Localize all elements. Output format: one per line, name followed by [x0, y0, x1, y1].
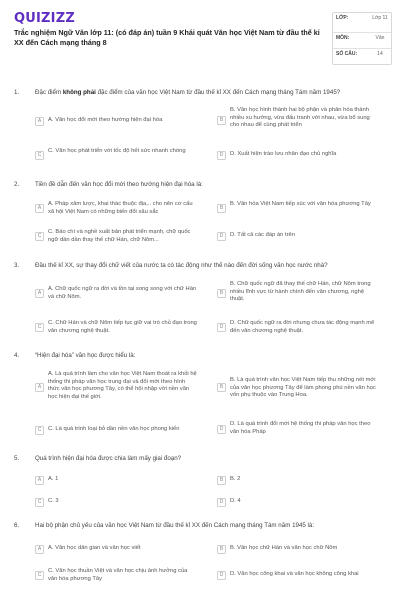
- option-letter-box[interactable]: D: [217, 232, 226, 241]
- info-row-question-count: [333, 49, 391, 64]
- option-text: B. Chữ quốc ngữ đã thay thế chữ Hán, chữ Nôm trong nhiều lĩnh vực từ hành chính đến văn chương, nghệ thuật.: [230, 281, 371, 303]
- question-number: 2.: [14, 181, 20, 188]
- answer-option-a[interactable]: [35, 371, 198, 401]
- worksheet-title: Trắc nghiệm Ngữ Văn lớp 11: (có đáp án) tuần 9 Khái quát Văn học Việt Nam từ đầu thế kỉ XX đến Cách mạng tháng 8: [14, 28, 320, 47]
- option-text: D. Văn học công khai và văn học không công khai: [230, 571, 359, 577]
- question-text: Đầu thế kỉ XX, sự thay đổi chữ viết của nước ta có tác động như thế nào đến đời sống văn học nước nhà?: [35, 262, 328, 269]
- answer-option-d[interactable]: [217, 320, 380, 335]
- info-value: Lớp 11: [372, 15, 388, 21]
- option-letter-box[interactable]: D: [217, 425, 226, 434]
- answer-option-d[interactable]: [217, 571, 380, 580]
- question-text-emphasis: không phải: [62, 89, 96, 96]
- option-letter-box[interactable]: B: [217, 289, 226, 298]
- option-text: B. Văn hóa Việt Nam tiếp xúc với văn hóa phương Tây: [230, 201, 371, 207]
- question-text-prefix: Đặc điểm: [35, 89, 63, 96]
- quizizz-logo: QUIZIZZ: [14, 11, 75, 26]
- option-letter-box[interactable]: A: [35, 476, 44, 485]
- option-letter-box[interactable]: C: [35, 571, 44, 580]
- option-letter-box[interactable]: A: [35, 289, 44, 298]
- option-text: A. Văn học dân gian và văn học viết: [48, 545, 141, 551]
- answer-option-b[interactable]: [217, 545, 380, 554]
- question-text-suffix: đặc điểm của văn học Việt Nam từ đầu thế kỉ XX đến Cách mạng tháng Tám năm 1945?: [95, 89, 341, 96]
- question-text: Tiền đề dẫn đến văn học đổi mới theo hướng hiện đại hóa là:: [35, 181, 203, 188]
- answer-option-a[interactable]: [35, 286, 198, 301]
- option-text: A. 1: [48, 476, 59, 482]
- option-text: B. Là quá trình văn học Việt Nam tiếp thu những nét mới của văn học phương Tây để làm phong phú nền văn học vốn phụ thuộc vào Trung Hoa.: [230, 377, 376, 399]
- answer-option-c[interactable]: [35, 498, 198, 507]
- option-text: D. Xuất hiện trào lưu nhân đạo chủ nghĩa: [230, 151, 337, 157]
- option-letter-box[interactable]: B: [217, 383, 226, 392]
- question-number: 3.: [14, 262, 20, 269]
- option-letter-box[interactable]: A: [35, 545, 44, 554]
- option-text: A. Pháp xâm lược, khai thác thuộc địa,.. cho nên cơ cấu xã hội Việt Nam có những biến đổi sâu sắc: [48, 201, 193, 215]
- option-text: A. Văn học đổi mới theo hướng hiện đại hóa: [48, 117, 163, 123]
- option-text: D. Là quá trình đổi mới hệ thống thi pháp văn học theo văn hóa Pháp: [230, 421, 371, 435]
- option-letter-box[interactable]: A: [35, 204, 44, 213]
- info-label: LỚP:: [336, 15, 349, 21]
- question-number: 6.: [14, 522, 20, 529]
- answer-option-c[interactable]: [35, 568, 198, 583]
- option-letter-box[interactable]: A: [35, 117, 44, 126]
- info-value: 14: [377, 51, 383, 57]
- question-number: 5.: [14, 455, 20, 462]
- option-text: D. Chữ quốc ngữ ra đời nhưng chưa tác động mạnh mẽ đến văn chương nghệ thuật.: [230, 320, 375, 334]
- answer-option-a[interactable]: [35, 545, 198, 554]
- option-text: C. Là quá trình loại bỏ dần nền văn học phong kiến: [48, 426, 180, 432]
- worksheet-info-table: [332, 12, 392, 65]
- question-text: Hai bộ phận chủ yếu của văn học Việt Nam từ đầu thế kỉ XX đến Cách mạng tháng Tám năm 1945 là:: [35, 522, 315, 529]
- option-letter-box[interactable]: C: [35, 426, 44, 435]
- answer-option-b[interactable]: [217, 377, 380, 400]
- answer-option-b[interactable]: [217, 281, 380, 304]
- option-text: C. Chữ Hán và chữ Nôm tiếp tục giữ vai trò chủ đạo trong văn chương nghệ thuật.: [48, 320, 197, 334]
- option-letter-box[interactable]: B: [217, 545, 226, 554]
- option-letter-box[interactable]: B: [217, 116, 226, 125]
- option-text: C. Báo chí và nghề xuất bản phát triển mạnh, chữ quốc ngữ dần dần thay thế chữ Hán, chữ Nôm...: [48, 229, 191, 243]
- option-letter-box[interactable]: D: [217, 571, 226, 580]
- option-text: D. Tất cả các đáp án trên: [230, 232, 295, 238]
- option-text: B. 2: [230, 476, 241, 482]
- answer-option-c[interactable]: [35, 320, 198, 335]
- info-row-class: [333, 13, 391, 33]
- answer-option-c[interactable]: [35, 148, 198, 160]
- answer-option-a[interactable]: [35, 201, 198, 216]
- option-text: A. Chữ quốc ngữ ra đời và tồn tại song song với chữ Hán và chữ Nôm.: [48, 286, 197, 300]
- option-letter-box[interactable]: C: [35, 151, 44, 160]
- answer-option-d[interactable]: [217, 151, 380, 160]
- option-letter-box[interactable]: C: [35, 232, 44, 241]
- option-text: B. Văn học hình thành hai bộ phận và phân hóa thành nhiều xu hướng, vừa đấu tranh với nhau, vừa bổ sung cho nhau để cùng phát triển: [230, 107, 370, 129]
- question-text: [35, 89, 390, 97]
- question-text: Quá trình hiện đại hóa được chia làm mấy giai đoạn?: [35, 455, 182, 462]
- question-number: 4.: [14, 352, 20, 359]
- option-letter-box[interactable]: D: [217, 498, 226, 507]
- answer-option-c[interactable]: [35, 426, 208, 435]
- info-value: Văn: [375, 35, 385, 41]
- answer-option-b[interactable]: [217, 476, 380, 485]
- answer-option-b[interactable]: [217, 201, 380, 213]
- option-letter-box[interactable]: D: [217, 323, 226, 332]
- answer-option-d[interactable]: [217, 421, 380, 436]
- answer-option-d[interactable]: [217, 232, 380, 241]
- option-text: B. Văn học chữ Hán và văn học chữ Nôm: [230, 545, 338, 551]
- option-text: A. Là quá trình làm cho văn học Việt Nam thoát ra khỏi hệ thống thi pháp văn học trung đại và đổi mới theo hình thức văn học phương Tây, có thể hội nhập với nền văn học hiện đại thế giới.: [48, 371, 197, 400]
- question-text: “Hiện đại hóa” văn học được hiểu là:: [35, 352, 136, 359]
- answer-option-b[interactable]: [217, 107, 380, 130]
- option-letter-box[interactable]: B: [217, 204, 226, 213]
- option-letter-box[interactable]: D: [217, 151, 226, 160]
- answer-option-d[interactable]: [217, 498, 380, 507]
- option-text: C. Văn học phát triển với tốc độ hết sức nhanh chóng: [48, 148, 186, 154]
- info-label: MÔN:: [336, 35, 350, 41]
- option-text: C. 3: [48, 498, 59, 504]
- answer-option-a[interactable]: [35, 476, 198, 485]
- option-letter-box[interactable]: B: [217, 476, 226, 485]
- question-number: 1.: [14, 89, 20, 96]
- option-text: C. Văn học thuần Việt và văn học chịu ảnh hưởng của văn hóa phương Tây: [48, 568, 188, 582]
- option-letter-box[interactable]: C: [35, 498, 44, 507]
- option-letter-box[interactable]: A: [35, 383, 44, 392]
- info-label: SỐ CÂU:: [336, 51, 358, 57]
- info-row-subject: [333, 33, 391, 49]
- option-letter-box[interactable]: C: [35, 323, 44, 332]
- answer-option-a[interactable]: [35, 117, 198, 126]
- option-text: D. 4: [230, 498, 241, 504]
- answer-option-c[interactable]: [35, 229, 198, 244]
